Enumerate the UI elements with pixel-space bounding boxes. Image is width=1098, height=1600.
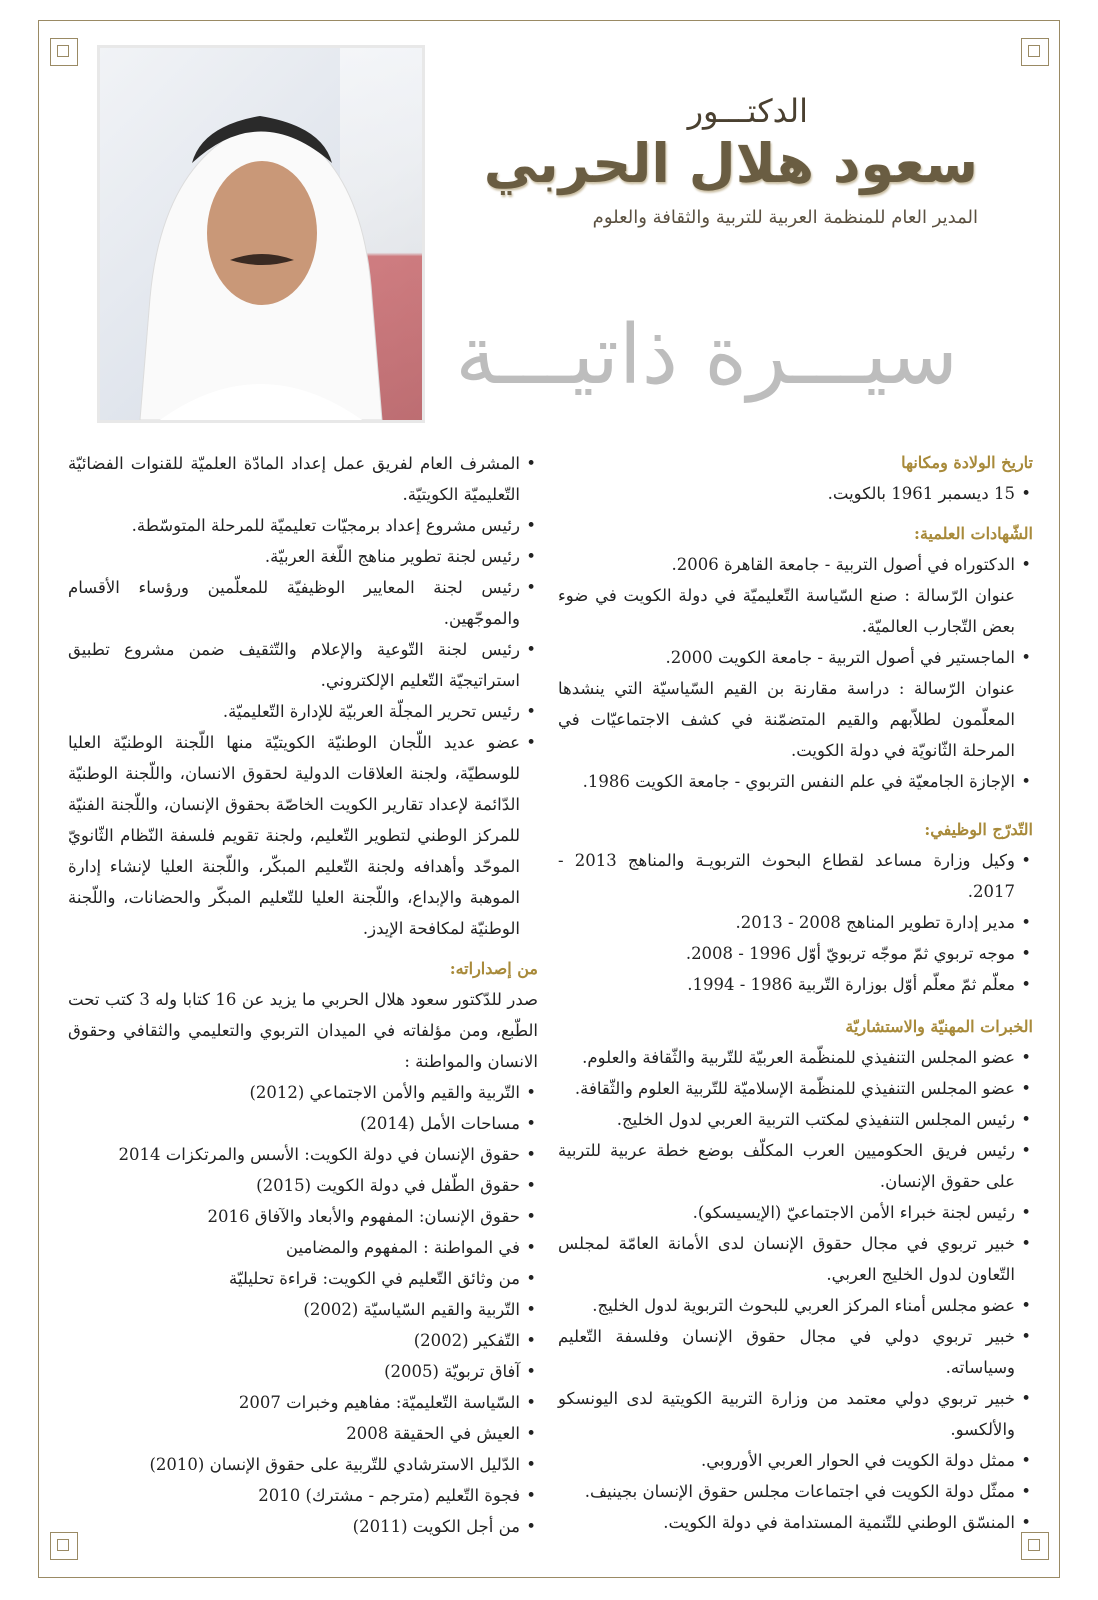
person-name: سعود هلال الحربي [483,132,978,195]
right-column [558,448,1033,1538]
list-item: • معلّم ثمّ معلّم أوّل بوزارة التّربية 1986 - 1994. [558,969,1015,1000]
career-heading: التّدرّج الوظيفي: [924,820,1033,839]
list-item: • رئيس لجنة المعايير الوظيفيّة للمعلّمين ورؤساء الأقسام والموجّهين. [68,572,520,634]
list-item [558,642,1015,766]
list-item: • التّربية والقيم والأمن الاجتماعي (2012) [68,1077,520,1108]
portrait-photo [100,48,422,420]
birth-heading: تاريخ الولادة ومكانها [901,453,1033,472]
experience-list [558,1042,1033,1538]
list-item: • فجوة التّعليم (مترجم - مشترك) 2010 [68,1480,520,1511]
roles-list [68,448,538,944]
left-column [68,448,538,1542]
list-item: • عضو عديد اللّجان الوطنيّة الكويتيّة منها اللّجنة الوطنيّة العليا للوسطيّة، ولجنة العلاقات الدولية لحقوق الانسان، واللّجنة الوطنيّة الدّائمة لإعداد تقارير الكويت الخاصّة بحقوق الإنسان، واللّجنة الفنيّة للمركز الوطني لتطوير التّعليم، ولجنة تقويم فلسفة النّظام الثّانويّ الموحّد وأهدافه ولجنة التّعليم المبكّر، واللّجنة العليا لإنشاء إدارة الموهبة والإبداع، واللّجنة العليا للتّعليم المبكّر والحضانات، واللّجنة الوطنيّة لمكافحة الإيدز. [68,727,520,944]
list-item: • موجه تربوي ثمّ موجّه تربويّ أوّل 1996 - 2008. [558,938,1015,969]
degree-masters: الماجستير في أصول التربية - جامعة الكويت 2000. [665,648,1015,667]
list-item: • آفاق تربويّة (2005) [68,1356,520,1387]
list-item: • خبير تربوي دولي معتمد من وزارة التربية الكويتية لدى اليونسكو والألكسو. [558,1383,1015,1445]
list-item: • العيش في الحقيقة 2008 [68,1418,520,1449]
honorific: الدكتـــور [687,92,808,130]
list-item: • رئيس لجنة التّوعية والإعلام والتّثقيف ضمن مشروع تطبيق استراتيجيّة التّعليم الإلكتروني. [68,634,520,696]
title-block [458,92,978,228]
list-item: • رئيس تحرير المجلّة العربيّة للإدارة التّعليميّة. [68,696,520,727]
list-item: • مساحات الأمل (2014) [68,1108,520,1139]
list-item: • ممثّل دولة الكويت في اجتماعات مجلس حقوق الإنسان بجينيف. [558,1476,1015,1507]
list-item: • رئيس فريق الحكوميين العرب المكلّف بوضع خطة عربية للتربية على حقوق الإنسان. [558,1135,1015,1197]
experience-heading: الخبرات المهنيّة والاستشاريّة [845,1017,1033,1036]
list-item: • رئيس لجنة خبراء الأمن الاجتماعيّ (الإيسيسكو). [558,1197,1015,1228]
career-list [558,845,1033,1000]
thesis-masters: عنوان الرّسالة : دراسة مقارنة بن القيم السّياسيّة التي ينشدها المعلّمون لطلاّبهم والقيم المتضمّنة في كشف الاجتماعيّات في المرحلة الثّانويّة في دولة الكويت. [558,679,1015,760]
list-item: • عضو مجلس أمناء المركز العربي للبحوث التربوية لدول الخليج. [558,1290,1015,1321]
cv-title: سيـــرة ذاتيـــة [455,308,958,403]
list-item: • وكيل وزارة مساعد لقطاع البحوث التربويـة والمناهج 2013 - 2017. [558,845,1015,907]
degree-phd: الدكتوراه في أصول التربية - جامعة القاهرة 2006. [671,555,1015,574]
list-item: • 15 ديسمبر 1961 بالكويت. [558,478,1015,509]
list-item: • حقوق الطّفل في دولة الكويت (2015) [68,1170,520,1201]
publications-list [68,1077,538,1542]
thesis-phd: عنوان الرّسالة : صنع السّياسة التّعليميّة في دولة الكويت في ضوء بعض التّجارب العالميّة. [558,586,1015,636]
list-item: • السّياسة التّعليميّة: مفاهيم وخبرات 2007 [68,1387,520,1418]
list-item: • رئيس المجلس التنفيذي لمكتب التربية العربي لدول الخليج. [558,1104,1015,1135]
corner-ornament-top-right [1021,38,1049,66]
list-item: • المشرف العام لفريق عمل إعداد المادّة العلميّة للقنوات الفضائيّة التّعليميّة الكويتيّة. [68,448,520,510]
corner-ornament-top-left [50,38,78,66]
list-item: • رئيس لجنة تطوير مناهج اللّغة العربيّة. [68,541,520,572]
birth-list [558,478,1033,509]
list-item: • من وثائق التّعليم في الكويت: قراءة تحليليّة [68,1263,520,1294]
list-item: • المنسّق الوطني للتّنمية المستدامة في دولة الكويت. [558,1507,1015,1538]
list-item: • رئيس مشروع إعداد برمجيّات تعليميّة للمرحلة المتوسّطة. [68,510,520,541]
list-item: • خبير تربوي في مجال حقوق الإنسان لدى الأمانة العامّة لمجلس التّعاون لدول الخليج العربي. [558,1228,1015,1290]
list-item: • حقوق الإنسان: المفهوم والأبعاد والآفاق 2016 [68,1201,520,1232]
list-item: • في المواطنة : المفهوم والمضامين [68,1232,520,1263]
list-item: • التّربية والقيم السّياسيّة (2002) [68,1294,520,1325]
list-item: • الدّليل الاسترشادي للتّربية على حقوق الإنسان (2010) [68,1449,520,1480]
list-item: • حقوق الإنسان في دولة الكويت: الأسس والمرتكزات 2014 [68,1139,520,1170]
publications-heading: من إصداراته: [449,959,538,978]
portrait-illustration [100,48,422,420]
list-item: • خبير تربوي دولي في مجال حقوق الإنسان وفلسفة التّعليم وسياساته. [558,1321,1015,1383]
list-item: • ممثل دولة الكويت في الحوار العربي الأوروبي. [558,1445,1015,1476]
list-item [558,549,1015,642]
position-title: المدير العام للمنظمة العربية للتربية والثقافة والعلوم [592,207,978,228]
publications-intro: صدر للدّكتور سعود هلال الحربي ما يزيد عن 16 كتابا وله 3 كتب تحت الطّبع، ومن مؤلفاته في الميدان التربوي والتعليمي والثقافي وحقوق الانسان والمواطنة : [68,990,538,1071]
education-list [558,549,1033,797]
list-item: • عضو المجلس التنفيذي للمنظّمة الإسلاميّة للتّربية العلوم والثّقافة. [558,1073,1015,1104]
list-item: • من أجل الكويت (2011) [68,1511,520,1542]
list-item: • مدير إدارة تطوير المناهج 2008 - 2013. [558,907,1015,938]
list-item: • التّفكير (2002) [68,1325,520,1356]
education-heading: الشّهادات العلمية: [914,524,1033,543]
list-item: • عضو المجلس التنفيذي للمنظّمة العربيّة للتّربية والثّقافة والعلوم. [558,1042,1015,1073]
list-item: • الإجازة الجامعيّة في علم النفس التربوي - جامعة الكويت 1986. [558,766,1015,797]
